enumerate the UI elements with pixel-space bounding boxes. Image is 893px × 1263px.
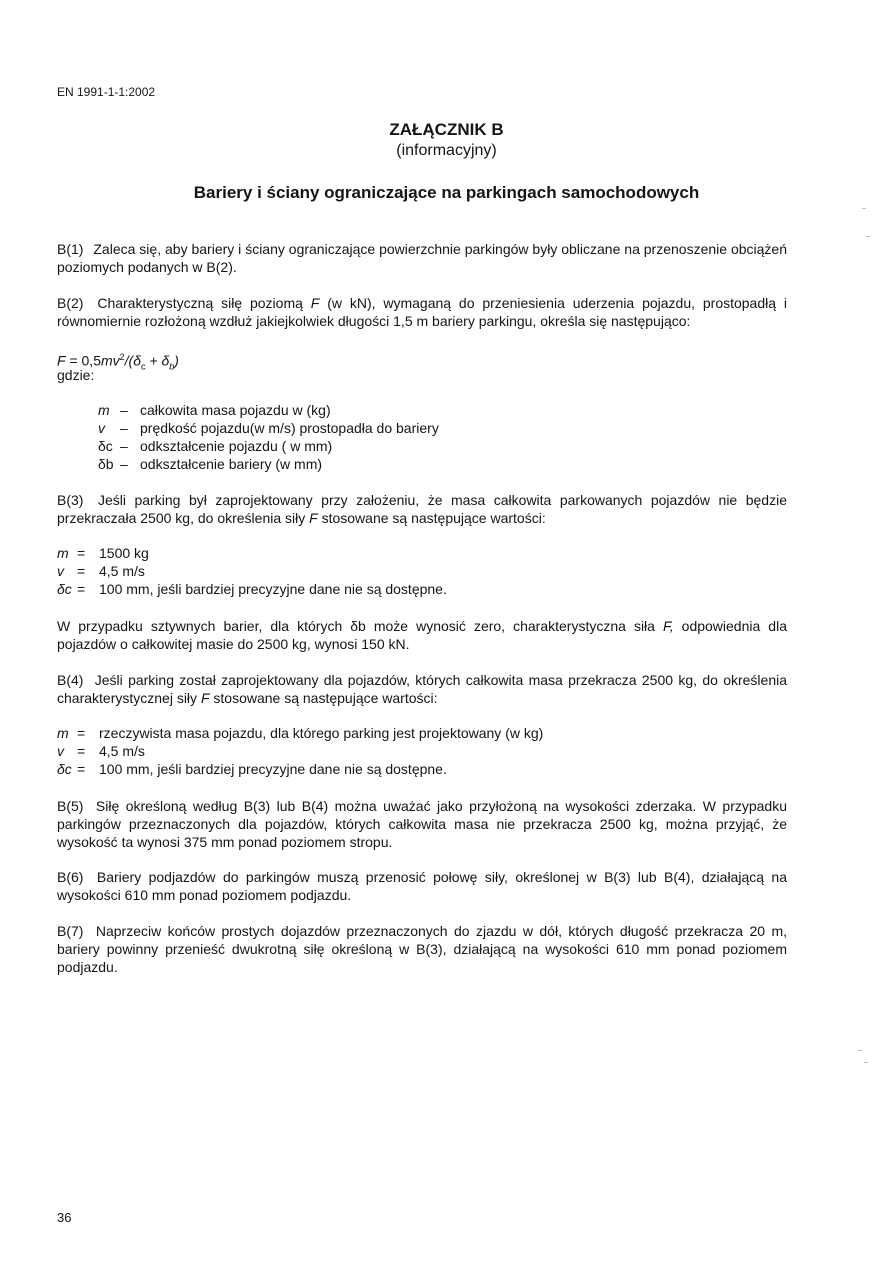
value-symbol: v xyxy=(57,743,64,759)
paragraph-b3 xyxy=(57,491,787,527)
value-equals: = xyxy=(77,545,86,561)
variable-row xyxy=(98,401,439,419)
paragraph-b1 xyxy=(57,240,787,276)
paragraph-b7 xyxy=(57,922,787,976)
variable-row xyxy=(98,455,439,473)
variable-dash: – xyxy=(120,456,128,472)
symbol-f: F, xyxy=(662,618,674,634)
paragraph-label: B(3) xyxy=(57,492,84,508)
paragraph-text: stosowane są następujące wartości: xyxy=(209,690,438,706)
scan-speck xyxy=(866,236,870,237)
paragraph-b6 xyxy=(57,868,787,904)
page-number: 36 xyxy=(57,1210,72,1225)
formula-part: mv xyxy=(100,352,120,369)
symbol-f: F xyxy=(310,295,320,311)
value-equals: = xyxy=(77,563,86,579)
paragraph-label: B(4) xyxy=(57,672,84,688)
variable-description: odkształcenie pojazdu ( w mm) xyxy=(140,438,333,454)
value-row xyxy=(57,580,447,598)
variable-description: prędkość pojazdu(w m/s) prostopadła do bariery xyxy=(140,420,439,436)
value-symbol: δc xyxy=(57,581,72,597)
paragraph-text: (w kN), wymaganą do przeniesienia uderzenia pojazdu, prostopadłą i równomiernie rozłożoną wzdłuż jakiejkolwiek długości 1,5 m bariery parkingu, określa się następująco: xyxy=(57,295,788,329)
value-equals: = xyxy=(77,743,86,759)
paragraph-label: B(7) xyxy=(57,923,84,939)
value-symbol: δc xyxy=(57,761,72,777)
paragraph-text: Naprzeciw końców prostych dojazdów przeznaczonych do zjazdu w dół, których długość przekracza 20 m, bariery powinny przenieść dwukrotną siłę określoną w B(3), działającą na wysokości 610 mm ponad poziomem podjazdu. xyxy=(57,923,788,975)
paragraph-label: B(2) xyxy=(57,295,84,311)
paragraph-label: B(1) xyxy=(57,241,84,257)
values-list-b4 xyxy=(57,724,543,778)
scan-speck xyxy=(858,1050,862,1051)
value-equals: = xyxy=(77,581,86,597)
formula-exponent: 2 xyxy=(119,352,125,362)
value-equals: = xyxy=(77,761,86,777)
value-row xyxy=(57,760,543,778)
paragraph-text: Jeśli parking został zaprojektowany dla pojazdów, których całkowita masa przekracza 2500 kg, do określenia charakterystycznej siły xyxy=(57,672,788,706)
paragraph-text: Bariery podjazdów do parkingów muszą przenosić połowę siły, określonej w B(3) lub B(4), działającą na wysokości 610 mm ponad poziomem podjazdu. xyxy=(57,869,788,903)
value-symbol: v xyxy=(57,563,64,579)
variable-row xyxy=(98,419,439,437)
value-text: rzeczywista masa pojazdu, dla którego parking jest projektowany (w kg) xyxy=(99,725,544,741)
formula-part: /(δ xyxy=(124,352,142,369)
variable-dash: – xyxy=(120,438,128,454)
value-equals: = xyxy=(77,725,86,741)
variable-description: odkształcenie bariery (w mm) xyxy=(140,456,323,472)
values-list-b3 xyxy=(57,544,447,598)
value-text: 100 mm, jeśli bardziej precyzyjne dane nie są dostępne. xyxy=(99,581,447,597)
variable-dash: – xyxy=(120,402,128,418)
variable-symbol: m xyxy=(98,402,110,418)
symbol-f: F xyxy=(309,510,318,526)
paragraph-text: odpowiednia dla pojazdów o całkowitej masie do 2500 kg, wynosi 150 kN. xyxy=(57,618,787,652)
scan-speck xyxy=(862,208,866,209)
variable-dash: – xyxy=(120,420,128,436)
value-row xyxy=(57,742,543,760)
value-row xyxy=(57,562,447,580)
paragraph-text: Zaleca się, aby bariery i ściany ograniczające powierzchnie parkingów były obliczane na przenoszenie obciążeń poziomych podanych w B(2). xyxy=(57,241,787,275)
variable-description: całkowita masa pojazdu w (kg) xyxy=(140,402,331,418)
section-title: Bariery i ściany ograniczające na parkingach samochodowych xyxy=(193,183,700,202)
paragraph-b4 xyxy=(57,671,787,707)
paragraph-text: Siłę określoną według B(3) lub B(4) można uważać jako przyłożoną na wysokości zderzaka. W przypadku parkingów przeznaczonych dla pojazdów, których całkowita masa nie przekracza 2500 kg, można przyjąć, że wysokość ta wynosi 375 mm ponad poziomem stropu. xyxy=(57,798,788,850)
paragraph-b2 xyxy=(57,294,787,330)
value-symbol: m xyxy=(57,725,69,741)
variable-row xyxy=(98,437,439,455)
variable-symbol: δc xyxy=(98,438,113,454)
paragraph-text: stosowane są następujące wartości: xyxy=(317,510,546,526)
value-symbol: m xyxy=(57,545,69,561)
scan-speck xyxy=(864,1062,868,1063)
paragraph-text: Jeśli parking był zaprojektowany przy założeniu, że masa całkowita parkowanych pojazdów nie będzie przekraczała 2500 kg, do określenia siły xyxy=(57,492,787,526)
formula-part: ) xyxy=(174,352,179,369)
formula-part: = 0,5 xyxy=(65,352,101,369)
formula-subscript: c xyxy=(141,361,146,372)
where-label: gdzie: xyxy=(57,367,95,383)
paragraph-b5 xyxy=(57,797,787,851)
standard-reference: EN 1991-1-1:2002 xyxy=(57,85,156,99)
paragraph-label: B(6) xyxy=(57,869,84,885)
value-row xyxy=(57,544,447,562)
variable-symbol: δb xyxy=(98,456,114,472)
formula-subscript: b xyxy=(169,361,175,372)
formula-lhs: F xyxy=(57,352,66,369)
value-text: 4,5 m/s xyxy=(99,563,145,579)
annex-title: ZAŁĄCZNIK B xyxy=(389,120,504,139)
symbol-f: F xyxy=(200,690,210,706)
annex-subtitle: (informacyjny) xyxy=(396,142,497,159)
value-text: 4,5 m/s xyxy=(99,743,145,759)
variable-list xyxy=(98,401,439,473)
value-row xyxy=(57,724,543,742)
paragraph-text: W przypadku sztywnych barier, dla których δb może wynosić zero, charakterystyczna siła xyxy=(57,618,663,634)
paragraph-text: Charakterystyczną siłę poziomą xyxy=(97,295,311,311)
formula-part: + δ xyxy=(145,352,170,369)
value-text: 100 mm, jeśli bardziej precyzyjne dane nie są dostępne. xyxy=(99,761,447,777)
variable-symbol: v xyxy=(98,420,105,436)
paragraph-rigid-barriers xyxy=(57,617,787,653)
paragraph-label: B(5) xyxy=(57,798,84,814)
value-text: 1500 kg xyxy=(99,545,149,561)
